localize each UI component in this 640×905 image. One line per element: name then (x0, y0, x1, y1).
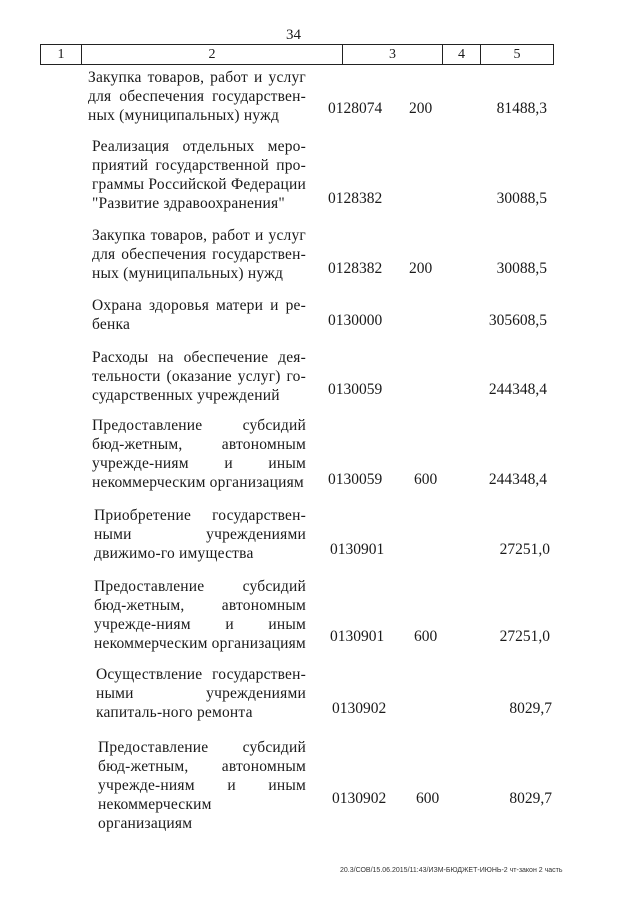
row-code: 0130902 (332, 700, 387, 717)
table-header (40, 44, 554, 65)
row-type: 600 (414, 628, 438, 645)
row-code: 0130059 (328, 471, 383, 488)
row-description: Осуществление государствен-ными учреждениями капиталь-ного ремонта (96, 666, 306, 721)
row-description: Предоставление субсидий бюд-жетным, автономным учрежде-ниям и иным некоммерческим организациям (92, 417, 306, 491)
header-col-5: 5 (513, 47, 521, 62)
row-type: 200 (409, 260, 433, 277)
row-description: Приобретение государствен-ными учреждениями движимо-го имущества (94, 507, 306, 562)
row-amount: 81488,3 (496, 100, 547, 117)
header-col-4: 4 (443, 45, 481, 64)
row-description: Закупка товаров, работ и услуг для обеспечения государствен-ных (муниципальных) нужд (92, 227, 306, 282)
row-amount: 244348,4 (488, 381, 547, 398)
row-type: 200 (409, 100, 433, 117)
header-col-3: 3 (343, 45, 443, 64)
row-code: 0128382 (328, 260, 383, 277)
row-description: Охрана здоровья матери и ре-бенка (92, 297, 306, 333)
row-code: 0128074 (328, 100, 383, 117)
row-description: Закупка товаров, работ и услуг для обеспечения государствен-ных (муниципальных) нужд (88, 69, 306, 124)
row-code: 0130901 (330, 628, 385, 645)
row-amount: 27251,0 (499, 541, 550, 558)
row-type: 600 (416, 790, 440, 807)
row-amount: 8029,7 (509, 700, 552, 717)
header-col-1: 1 (41, 45, 82, 64)
row-code: 0130000 (328, 312, 383, 329)
row-description: Предоставление субсидий бюд-жетным, автономным учрежде-ниям и иным некоммерческим организациям (94, 578, 306, 652)
row-description: Расходы на обеспечение дея-тельности (оказание услуг) го-сударственных учреждений (92, 349, 306, 404)
row-amount: 27251,0 (499, 628, 550, 645)
row-code: 0130059 (328, 381, 383, 398)
row-description: Предоставление субсидий бюд-жетным, автономным учрежде-ниям и иным некоммерческим организациям (98, 739, 306, 832)
document-footer: 20.3/СОВ/15.06.2015/11:43/ИЗМ-БЮДЖЕТ-ИЮНЬ-2 чт-закон 2 часть (340, 867, 563, 874)
row-amount: 8029,7 (509, 790, 552, 807)
row-code: 0128382 (328, 190, 383, 207)
row-description: Реализация отдельных меро-приятий государственной про-граммы Российской Федерации "Развитие здравоохранения" (92, 138, 306, 212)
row-amount: 244348,4 (488, 471, 547, 488)
row-code: 0130901 (330, 541, 385, 558)
header-col-2: 2 (82, 45, 343, 64)
row-amount: 30088,5 (496, 260, 547, 277)
row-amount: 305608,5 (488, 312, 547, 329)
row-amount: 30088,5 (496, 190, 547, 207)
row-type: 600 (414, 471, 438, 488)
row-code: 0130902 (332, 790, 387, 807)
page-number: 34 (286, 27, 301, 43)
